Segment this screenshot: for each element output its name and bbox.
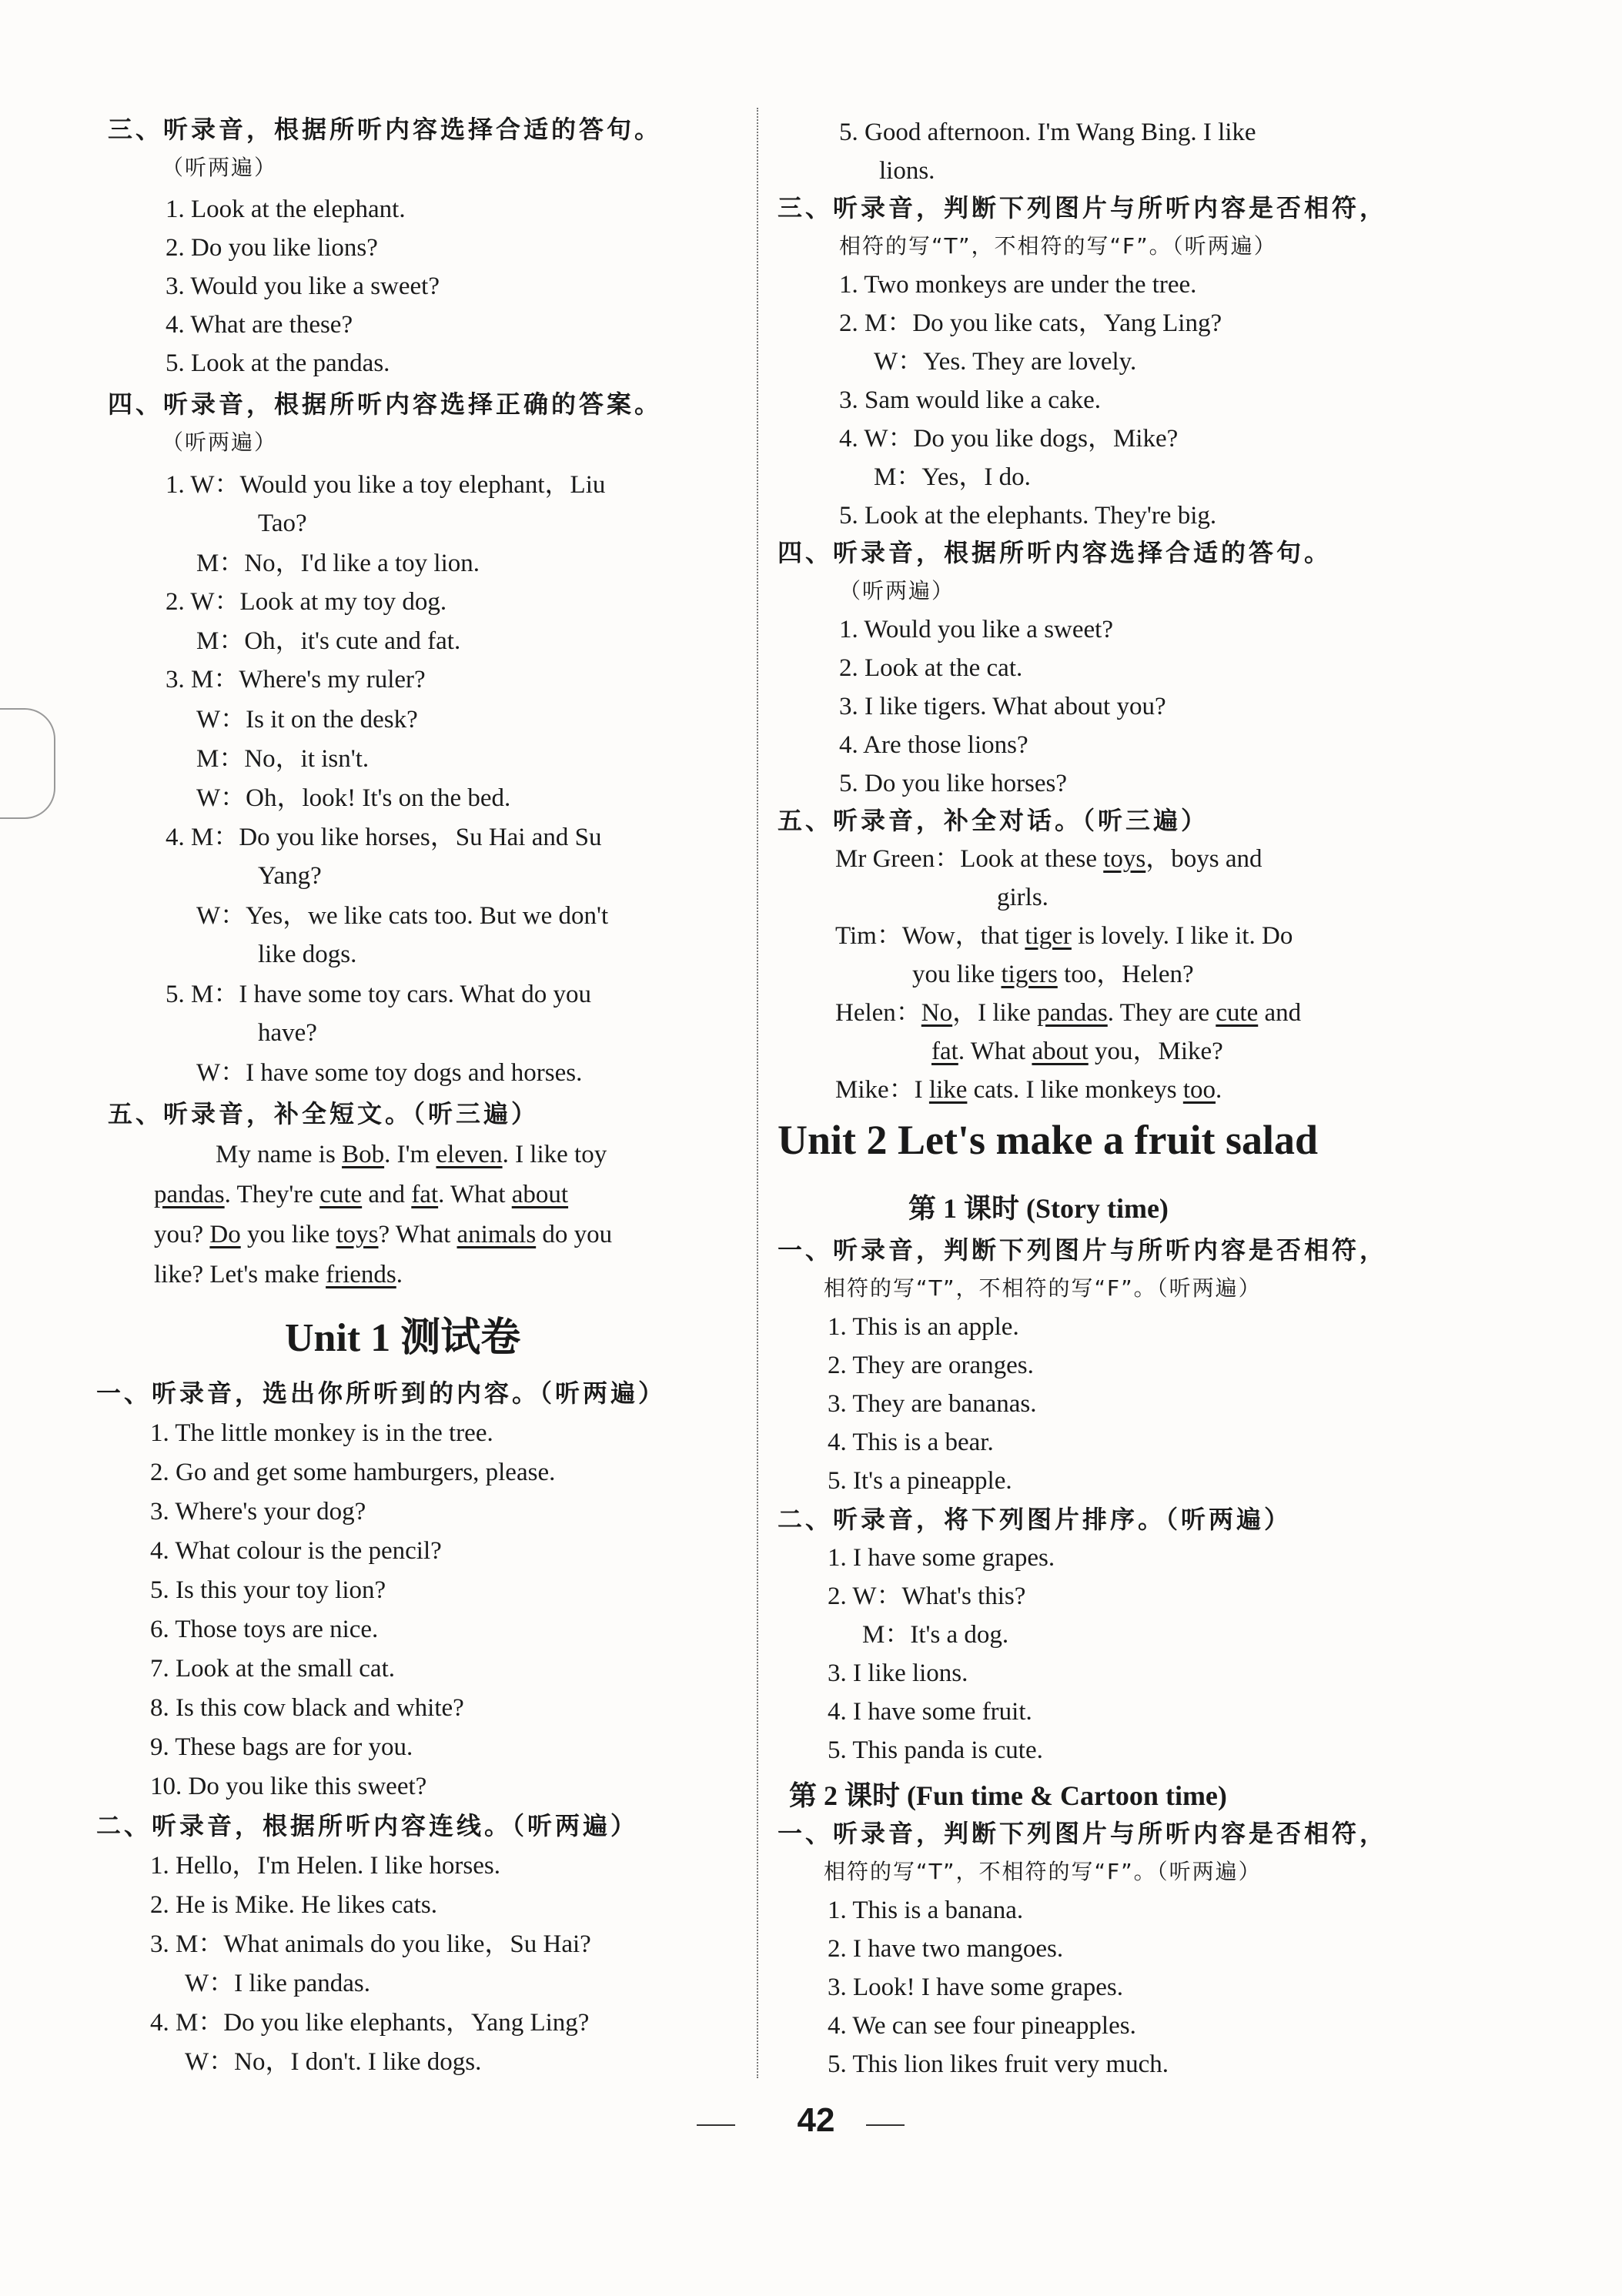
section-title: 三、听录音，判断下列图片与所听内容是否相符， (778, 193, 1388, 222)
page-number-dash (866, 2124, 905, 2126)
list-item: 5. Do you like horses? (839, 770, 1068, 797)
list-item: 1. This is an apple. (828, 1313, 1019, 1341)
list-item: 1. I have some grapes. (828, 1544, 1055, 1572)
list-item: lions. (879, 157, 935, 185)
dialogue-line: Tao? (258, 510, 307, 537)
passage-line: like? Let's make friends. (154, 1261, 403, 1288)
section-subtitle: 相符的写“T”，不相符的写“F”。（听两遍） (824, 1859, 1262, 1884)
dialogue-line: 4. M：Do you like elephants，Yang Ling? (150, 2009, 590, 2037)
passage-line: you? Do you like toys? What animals do you (154, 1221, 613, 1248)
list-item: 3. I like lions. (828, 1659, 968, 1687)
list-item: 4. What are these? (166, 311, 353, 339)
section-title: 一、听录音，判断下列图片与所听内容是否相符， (778, 1235, 1388, 1265)
dialogue-line: 1. W：Would you like a toy elephant，Liu (166, 471, 606, 499)
list-item: 1. Two monkeys are under the tree. (839, 271, 1197, 299)
section-title: 二、听录音，根据所听内容连线。（听两遍） (96, 1811, 639, 1840)
list-item: 4. This is a bear. (828, 1429, 994, 1456)
list-item: 5. This lion likes fruit very much. (828, 2050, 1169, 2078)
dialogue-line: 4. W：Do you like dogs，Mike? (839, 425, 1179, 453)
section-title: 五、听录音，补全对话。（听三遍） (778, 806, 1209, 835)
list-item: 1. Look at the elephant. (166, 196, 406, 223)
dialogue-line: W：Yes，we like cats too. But we don't (196, 902, 609, 930)
dialogue-line: 1. Hello，I'm Helen. I like horses. (150, 1852, 501, 1880)
column-divider (757, 108, 758, 2078)
list-item: 2. They are oranges. (828, 1352, 1034, 1379)
section-title: 三、听录音，根据所听内容选择合适的答句。 (108, 115, 663, 144)
dialogue-line: Mike：I like cats. I like monkeys too. (835, 1076, 1222, 1104)
list-item: 7. Look at the small cat. (150, 1655, 395, 1683)
dialogue-line: 2. He is Mike. He likes cats. (150, 1891, 438, 1919)
section-title: 四、听录音，根据所听内容选择合适的答句。 (778, 538, 1333, 567)
list-item: 3. Look! I have some grapes. (828, 1973, 1123, 2001)
list-item: 5. Good afternoon. I'm Wang Bing. I like (839, 119, 1256, 146)
list-item: 4. I have some fruit. (828, 1698, 1032, 1726)
list-item: 5. This panda is cute. (828, 1736, 1043, 1764)
dialogue-line: 2. W：Look at my toy dog. (166, 588, 447, 616)
dialogue-line: M：No，it isn't. (196, 745, 370, 773)
section-title: 四、听录音，根据所听内容选择正确的答案。 (108, 389, 663, 419)
dialogue-line: Yang? (258, 862, 322, 890)
dialogue-line: M：No，I'd like a toy lion. (196, 550, 480, 577)
side-stamp (0, 708, 55, 819)
dialogue-line: W：I like pandas. (185, 1970, 371, 1997)
list-item: 4. Are those lions? (839, 731, 1028, 759)
dialogue-line: 2. M：Do you like cats，Yang Ling? (839, 309, 1222, 337)
dialogue-line: W：Is it on the desk? (196, 706, 418, 734)
dialogue-line: M：Yes，I do. (874, 463, 1031, 491)
dialogue-line: Tim：Wow，that tiger is lovely. I like it. Do (835, 922, 1293, 950)
page-number: 42 (797, 2101, 835, 2139)
section-title: 一、听录音，判断下列图片与所听内容是否相符， (778, 1819, 1388, 1848)
list-item: 5. Is this your toy lion? (150, 1576, 386, 1604)
lesson-heading: 第 1 课时 (Story time) (908, 1193, 1169, 1224)
list-item: 5. Look at the elephants. They're big. (839, 502, 1217, 530)
dialogue-line: you like tigers too，Helen? (912, 961, 1194, 988)
section-title: 一、听录音，选出你所听到的内容。（听两遍） (96, 1379, 667, 1408)
dialogue-line: W：I have some toy dogs and horses. (196, 1059, 583, 1087)
list-item: 2. I have two mangoes. (828, 1935, 1064, 1963)
list-item: 3. They are bananas. (828, 1390, 1037, 1418)
passage-line: pandas. They're cute and fat. What about (154, 1181, 569, 1208)
list-item: 10. Do you like this sweet? (150, 1773, 427, 1800)
section-title: 五、听录音，补全短文。（听三遍） (108, 1099, 540, 1128)
list-item: 2. Go and get some hamburgers, please. (150, 1459, 556, 1486)
dialogue-line: W：No，I don't. I like dogs. (185, 2048, 482, 2076)
dialogue-line: 3. M：Where's my ruler? (166, 666, 426, 693)
dialogue-line: W：Yes. They are lovely. (874, 348, 1137, 376)
dialogue-line: fat. What about you，Mike? (931, 1038, 1223, 1065)
list-item: 6. Those toys are nice. (150, 1616, 379, 1643)
page-number-dash (697, 2124, 735, 2126)
list-item: 1. Would you like a sweet? (839, 616, 1113, 643)
list-item: 3. I like tigers. What about you? (839, 693, 1166, 720)
list-item: 2. Look at the cat. (839, 654, 1023, 682)
passage-line: My name is Bob. I'm eleven. I like toy (216, 1141, 607, 1168)
unit-title: Unit 1 测试卷 (285, 1316, 521, 1360)
dialogue-line: 4. M：Do you like horses，Su Hai and Su (166, 824, 602, 851)
list-item: 9. These bags are for you. (150, 1733, 413, 1761)
list-item: 5. Look at the pandas. (166, 349, 390, 377)
section-subtitle: （听两遍） (162, 155, 278, 180)
lesson-heading: 第 2 课时 (Fun time & Cartoon time) (789, 1780, 1227, 1811)
list-item: 5. It's a pineapple. (828, 1467, 1012, 1495)
list-item: 4. We can see four pineapples. (828, 2012, 1136, 2040)
dialogue-line: Helen：No，I like pandas. They are cute and (835, 999, 1302, 1027)
section-subtitle: 相符的写“T”，不相符的写“F”。（听两遍） (824, 1275, 1262, 1301)
dialogue-line: Mr Green：Look at these toys，boys and (835, 845, 1262, 873)
list-item: 3. Would you like a sweet? (166, 272, 440, 300)
dialogue-line: M：Oh，it's cute and fat. (196, 627, 461, 655)
unit-title: Unit 2 Let's make a fruit salad (778, 1117, 1318, 1163)
section-title: 二、听录音，将下列图片排序。（听两遍） (778, 1505, 1293, 1534)
list-item: 2. Do you like lions? (166, 234, 378, 262)
dialogue-line: 5. M：I have some toy cars. What do you (166, 981, 591, 1008)
list-item: 8. Is this cow black and white? (150, 1694, 464, 1722)
dialogue-line: have? (258, 1019, 317, 1047)
dialogue-line: 3. M：What animals do you like，Su Hai? (150, 1930, 591, 1958)
section-subtitle: 相符的写“T”，不相符的写“F”。（听两遍） (839, 233, 1277, 259)
list-item: 1. The little monkey is in the tree. (150, 1419, 493, 1447)
dialogue-line: girls. (997, 884, 1048, 911)
dialogue-line: 2. W：What's this? (828, 1582, 1026, 1610)
section-subtitle: （听两遍） (839, 578, 955, 603)
list-item: 4. What colour is the pencil? (150, 1537, 442, 1565)
list-item: 1. This is a banana. (828, 1897, 1024, 1924)
list-item: 3. Sam would like a cake. (839, 386, 1101, 414)
section-subtitle: （听两遍） (162, 429, 278, 455)
dialogue-line: W：Oh，look! It's on the bed. (196, 784, 511, 812)
dialogue-line: M：It's a dog. (862, 1621, 1009, 1649)
list-item: 3. Where's your dog? (150, 1498, 366, 1526)
dialogue-line: like dogs. (258, 941, 357, 968)
